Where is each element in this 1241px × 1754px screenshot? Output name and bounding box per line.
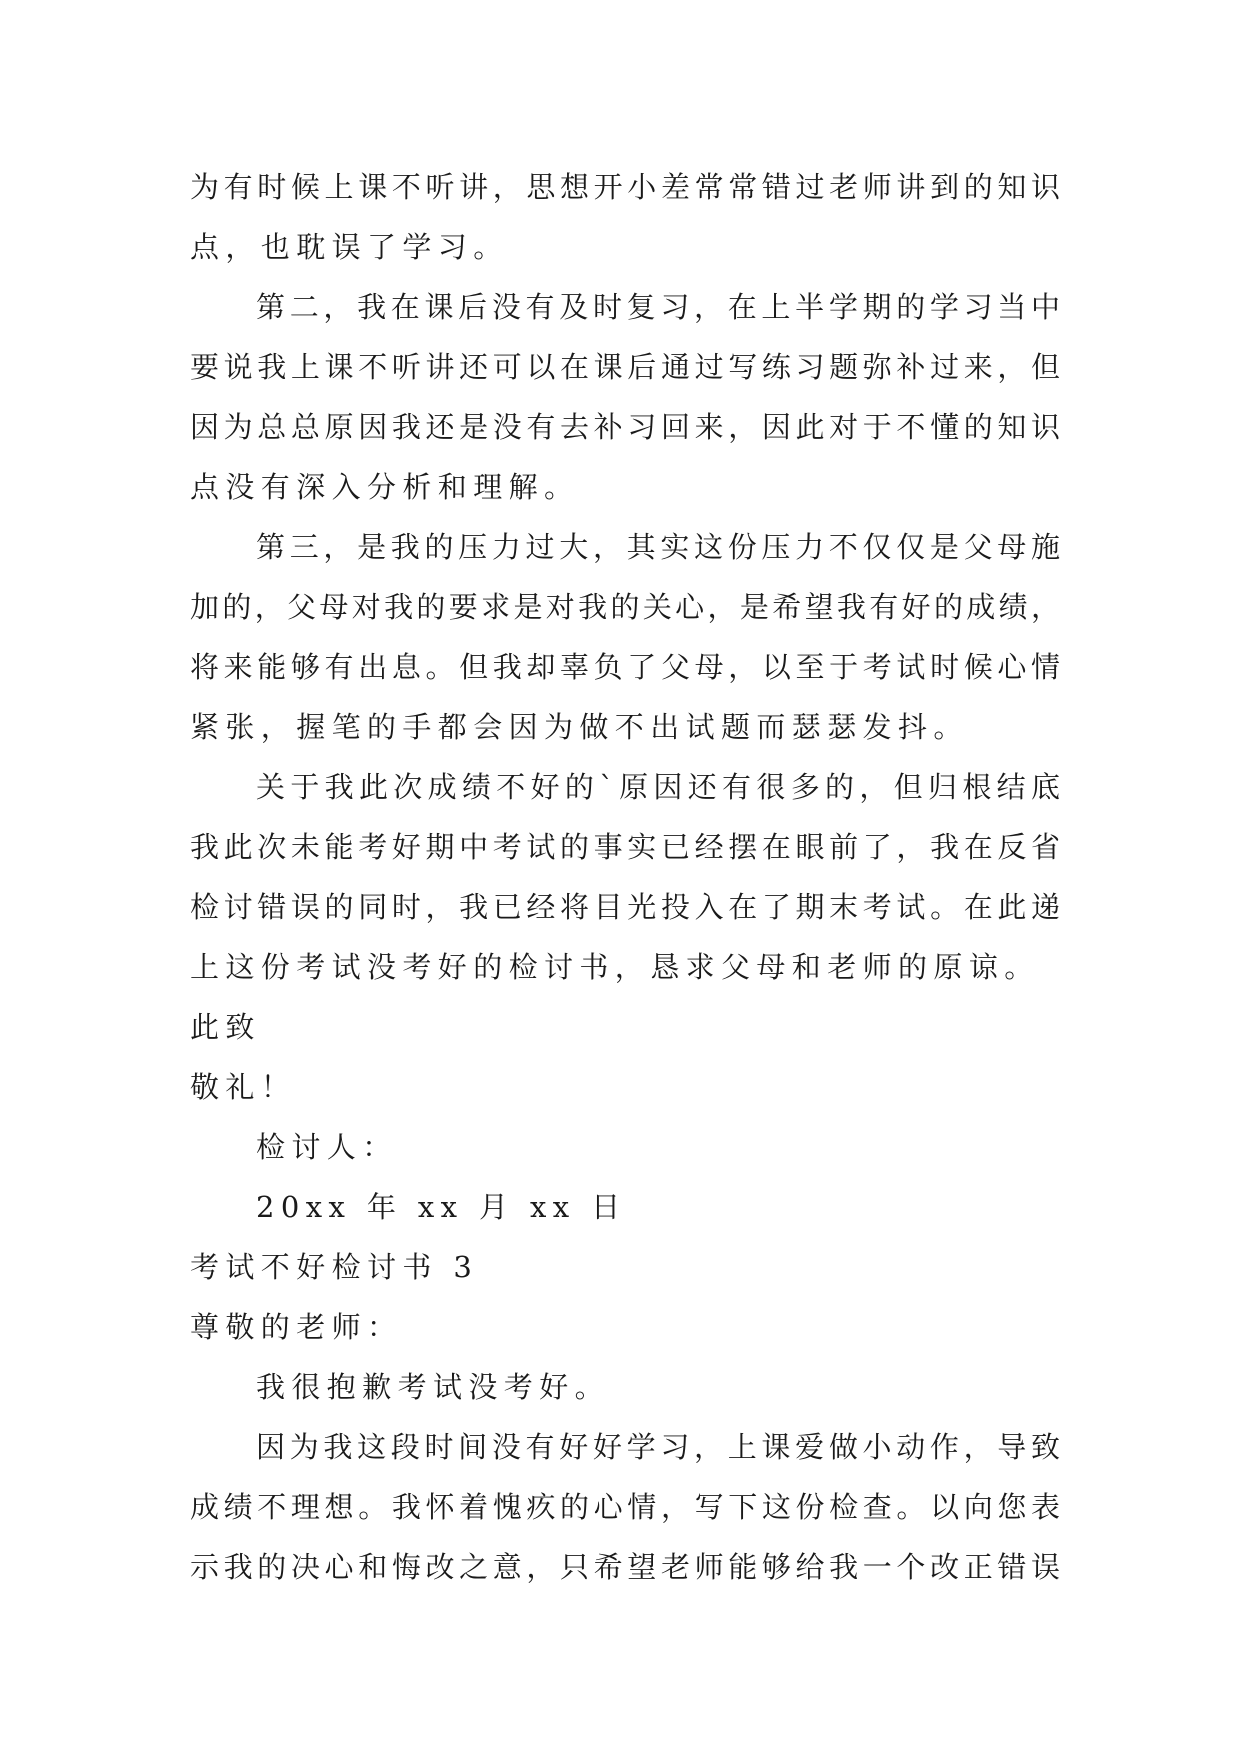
- signature-date: 20xx 年 xx 月 xx 日: [256, 1190, 627, 1224]
- text-line: 为有时候上课不听讲，思想开小差常常错过老师讲到的知识: [190, 170, 1060, 204]
- text-line: 第三，是我的压力过大，其实这份压力不仅仅是父母施: [256, 530, 1060, 564]
- text-line: 关于我此次成绩不好的`原因还有很多的，但归根结底: [256, 770, 1060, 804]
- closing-salutation: 此致: [190, 1010, 261, 1044]
- letter-greeting: 尊敬的老师：: [190, 1310, 403, 1344]
- text-line: 因为我这段时间没有好好学习，上课爱做小动作，导致: [256, 1430, 1060, 1464]
- text-line: 点没有深入分析和理解。: [190, 470, 580, 504]
- section-title: 考试不好检讨书 3: [190, 1250, 479, 1284]
- document-body: [190, 157, 1060, 1597]
- closing-regards: 敬礼！: [190, 1070, 297, 1104]
- text-line: 示我的决心和悔改之意，只希望老师能够给我一个改正错误: [190, 1550, 1060, 1584]
- text-line: 检讨错误的同时，我已经将目光投入在了期末考试。在此递: [190, 890, 1060, 924]
- text-line: 我此次未能考好期中考试的事实已经摆在眼前了，我在反省: [190, 830, 1060, 864]
- text-line: 点，也耽误了学习。: [190, 230, 509, 264]
- text-line: 因为总总原因我还是没有去补习回来，因此对于不懂的知识: [190, 410, 1060, 444]
- text-line: 要说我上课不听讲还可以在课后通过写练习题弥补过来，但: [190, 350, 1060, 384]
- text-line: 成绩不理想。我怀着愧疚的心情，写下这份检查。以向您表: [190, 1490, 1060, 1524]
- text-line: 第二，我在课后没有及时复习，在上半学期的学习当中: [256, 290, 1060, 324]
- text-line: 加的，父母对我的要求是对我的关心，是希望我有好的成绩，: [190, 590, 1060, 624]
- signature-label: 检讨人：: [256, 1130, 398, 1164]
- text-line: 将来能够有出息。但我却辜负了父母，以至于考试时候心情: [190, 650, 1060, 684]
- text-line: 我很抱歉考试没考好。: [256, 1370, 611, 1404]
- text-line: 上这份考试没考好的检讨书，恳求父母和老师的原谅。: [190, 950, 1040, 984]
- text-line: 紧张，握笔的手都会因为做不出试题而瑟瑟发抖。: [190, 710, 969, 744]
